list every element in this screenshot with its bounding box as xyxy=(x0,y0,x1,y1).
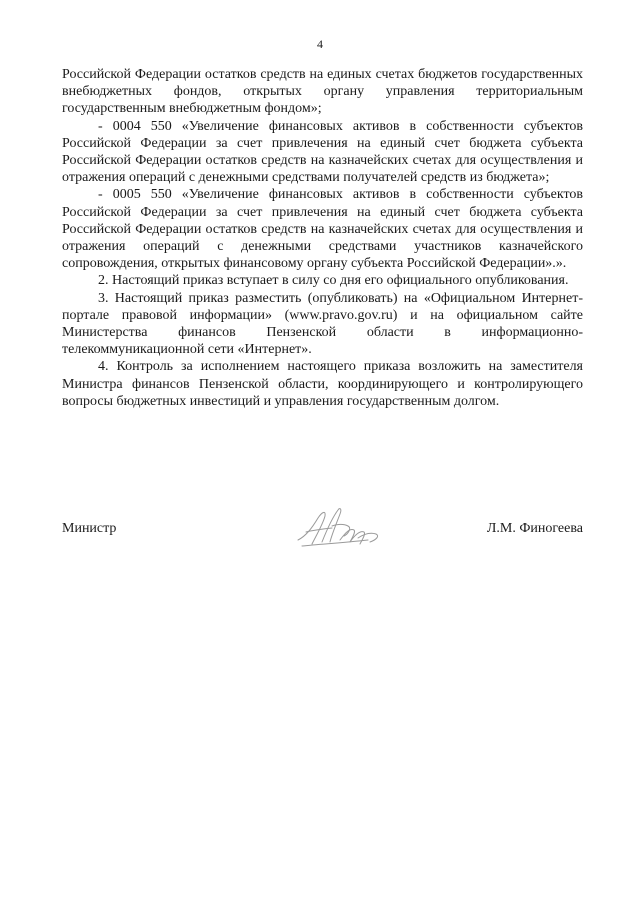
paragraph-item-3: 3. Настоящий приказ разместить (опубликовать) на «Официальном Интернет-портале правовой информации» (www.pravo.gov.ru) и на официальном сайте Министерства финансов Пензенской области в информационно-телекоммуникационной сети «Интернет». xyxy=(62,290,583,358)
paragraph-continuation: Российской Федерации остатков средств на единых счетах бюджетов государственных внебюджетных фондов, открытых органу управления территориальным государственным внебюджетным фондом»; xyxy=(62,67,583,117)
signatory-name: Л.М. Финогеева xyxy=(486,521,583,536)
paragraph-code-0005-550: - 0005 550 «Увеличение финансовых активов в собственности субъектов Российской Федерации за счет привлечения на единый счет бюджета субъекта Российской Федерации остатков средств на казначейских счетах для осуществления и отражения операций с денежными средствами участников казначейского сопровождения, открытых финансовому органу субъекта Российской Федерации».». xyxy=(62,187,583,272)
signatory-position: Министр xyxy=(62,521,117,536)
signature-block xyxy=(62,500,583,560)
handwritten-signature-icon xyxy=(292,502,384,552)
page-number: 4 xyxy=(317,37,323,51)
paragraph-item-2: 2. Настоящий приказ вступает в силу со дня его официального опубликования. xyxy=(98,273,569,289)
paragraph-code-0004-550: - 0004 550 «Увеличение финансовых активов в собственности субъектов Российской Федерации за счет привлечения на единый счет бюджета субъекта Российской Федерации остатков средств на казначейских счетах для осуществления и отражения операций с денежными средствами получателей средств из бюджета»; xyxy=(62,118,583,186)
paragraph-item-4: 4. Контроль за исполнением настоящего приказа возложить на заместителя Министра финансов Пензенской области, координирующего и контролирующего вопросы бюджетных инвестиций и управления государственным долгом. xyxy=(62,359,583,409)
document-body xyxy=(62,66,583,410)
